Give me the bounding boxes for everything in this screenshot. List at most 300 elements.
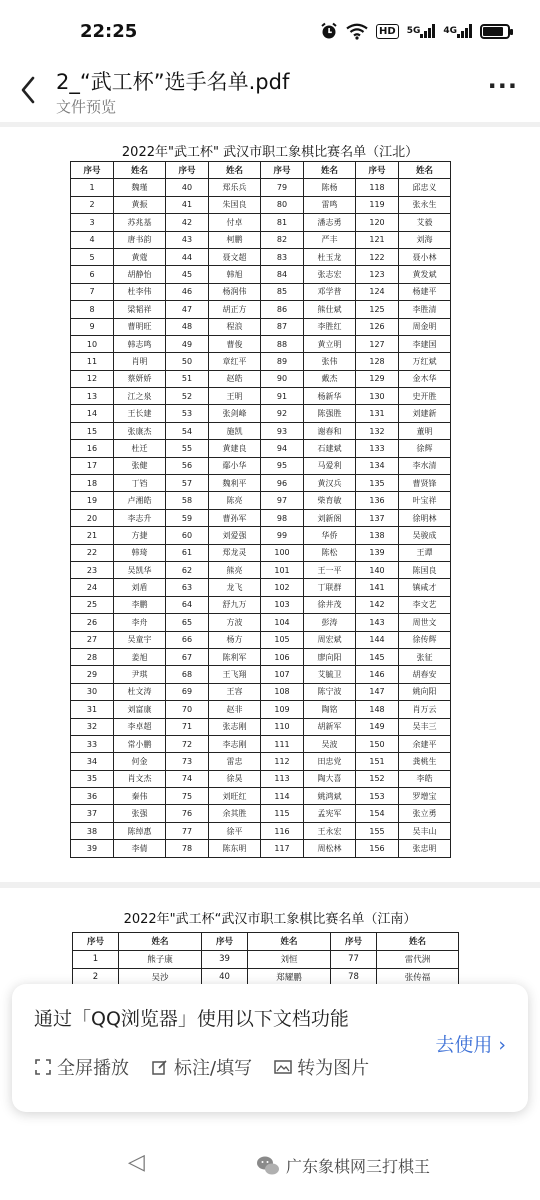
jiangbei-name-cell: 田忠党	[304, 753, 356, 770]
jiangbei-name-cell: 曹孙军	[209, 509, 261, 526]
jiangbei-number-cell: 87	[261, 318, 304, 335]
jiangbei-number-cell: 127	[356, 335, 399, 352]
jiangbei-row	[71, 735, 451, 752]
jiangbei-number-cell: 114	[261, 788, 304, 805]
jiangbei-name-cell: 熊仕斌	[304, 301, 356, 318]
jiangbei-number-cell: 33	[71, 735, 114, 752]
jiangbei-name-cell: 张立勇	[399, 805, 451, 822]
jiangbei-name-cell: 刘爱强	[209, 527, 261, 544]
jiangbei-number-cell: 118	[356, 179, 399, 196]
feature-to-image-label: 转为图片	[297, 1058, 370, 1079]
jiangbei-number-cell: 119	[356, 196, 399, 213]
jiangbei-name-cell: 肖万云	[399, 701, 451, 718]
jiangbei-name-cell: 张志宏	[304, 266, 356, 283]
back-button[interactable]	[14, 72, 42, 108]
jiangbei-name-cell: 邓学普	[304, 283, 356, 300]
jiangnan-header-cell: 序号	[331, 933, 377, 951]
jiangbei-row	[71, 266, 451, 283]
document-title: 2_“武工杯”选手名单.pdf	[56, 70, 290, 94]
jiangbei-name-cell: 李舟	[114, 614, 166, 631]
jiangbei-name-cell: 徐昊	[209, 770, 261, 787]
jiangbei-row	[71, 840, 451, 857]
jiangbei-name-cell: 柴育敏	[304, 492, 356, 509]
jiangbei-name-cell: 丁铛	[114, 475, 166, 492]
jiangbei-name-cell: 张永生	[399, 196, 451, 213]
jiangbei-row	[71, 214, 451, 231]
jiangbei-name-cell: 陈利军	[209, 648, 261, 665]
jiangbei-number-cell: 102	[261, 579, 304, 596]
back-arrow-icon	[20, 76, 36, 104]
jiangbei-name-cell: 潘志勇	[304, 214, 356, 231]
jiangbei-number-cell: 147	[356, 683, 399, 700]
jiangbei-number-cell: 28	[71, 648, 114, 665]
jiangbei-row	[71, 718, 451, 735]
jiangbei-number-cell: 67	[166, 648, 209, 665]
jiangbei-name-cell: 刘海	[399, 231, 451, 248]
jiangbei-name-cell: 张忠明	[399, 840, 451, 857]
jiangbei-number-cell: 121	[356, 231, 399, 248]
jiangbei-name-cell: 李皓	[399, 770, 451, 787]
jiangbei-number-cell: 40	[166, 179, 209, 196]
jiangbei-header-cell: 序号	[356, 162, 399, 179]
jiangbei-name-cell: 严丰	[304, 231, 356, 248]
jiangbei-row	[71, 335, 451, 352]
jiangbei-name-cell: 肖明	[114, 353, 166, 370]
jiangbei-name-cell: 吴波	[304, 735, 356, 752]
feature-fullscreen[interactable]	[34, 1054, 129, 1080]
wifi-icon	[346, 23, 368, 40]
jiangbei-number-cell: 63	[166, 579, 209, 596]
jiangbei-number-cell: 66	[166, 631, 209, 648]
jiangbei-number-cell: 142	[356, 596, 399, 613]
jiangbei-number-cell: 38	[71, 822, 114, 839]
jiangbei-name-cell: 胡春安	[399, 666, 451, 683]
jiangbei-number-cell: 54	[166, 422, 209, 439]
jiangbei-number-cell: 79	[261, 179, 304, 196]
jiangbei-number-cell: 9	[71, 318, 114, 335]
jiangbei-row	[71, 579, 451, 596]
jiangbei-name-cell: 龚桃生	[399, 753, 451, 770]
jiangbei-number-cell: 106	[261, 648, 304, 665]
status-time: 22:25	[80, 20, 138, 42]
jiangbei-number-cell: 80	[261, 196, 304, 213]
jiangbei-number-cell: 29	[71, 666, 114, 683]
jiangbei-name-cell: 李胜清	[399, 301, 451, 318]
jiangbei-number-cell: 88	[261, 335, 304, 352]
status-bar	[0, 0, 540, 62]
jiangbei-row	[71, 701, 451, 718]
jiangbei-name-cell: 刘盾	[114, 579, 166, 596]
promo-use-button[interactable]: 去使用 ›	[435, 1034, 506, 1056]
jiangbei-name-cell: 彭涛	[304, 614, 356, 631]
jiangbei-name-cell: 聂文超	[209, 248, 261, 265]
jiangbei-number-cell: 133	[356, 440, 399, 457]
jiangbei-name-cell: 罗增宝	[399, 788, 451, 805]
jiangbei-name-cell: 李志升	[114, 509, 166, 526]
jiangbei-row	[71, 683, 451, 700]
jiangbei-row	[71, 561, 451, 578]
jiangbei-name-cell: 熊亮	[209, 561, 261, 578]
jiangbei-number-cell: 47	[166, 301, 209, 318]
jiangbei-name-cell: 徐传辉	[399, 631, 451, 648]
jiangbei-name-cell: 常小鹏	[114, 735, 166, 752]
jiangbei-name-cell: 李卓超	[114, 718, 166, 735]
jiangbei-row	[71, 301, 451, 318]
jiangbei-name-cell: 王飞翔	[209, 666, 261, 683]
jiangbei-number-cell: 76	[166, 805, 209, 822]
edit-icon	[151, 1058, 169, 1076]
jiangbei-number-cell: 22	[71, 544, 114, 561]
jiangbei-name-cell: 陈亮	[209, 492, 261, 509]
jiangbei-number-cell: 10	[71, 335, 114, 352]
more-options-button[interactable]: ···	[487, 72, 518, 100]
nav-back-button[interactable]: ◁	[128, 1150, 145, 1175]
jiangbei-name-cell: 肖文杰	[114, 770, 166, 787]
jiangbei-number-cell: 57	[166, 475, 209, 492]
hd-icon: HD	[376, 24, 399, 39]
jiangbei-name-cell: 廖向阳	[304, 648, 356, 665]
jiangbei-header-cell: 姓名	[114, 162, 166, 179]
jiangbei-number-cell: 99	[261, 527, 304, 544]
jiangnan-number-cell: 78	[331, 968, 377, 986]
wechat-logo-icon	[256, 1155, 280, 1177]
alarm-icon	[320, 22, 338, 40]
jiangbei-name-cell: 赵皓	[209, 370, 261, 387]
feature-to-image[interactable]	[274, 1054, 369, 1080]
jiangbei-number-cell: 97	[261, 492, 304, 509]
jiangbei-number-cell: 130	[356, 388, 399, 405]
jiangbei-name-cell: 胡静怡	[114, 266, 166, 283]
jiangbei-name-cell: 王容	[209, 683, 261, 700]
jiangbei-number-cell: 94	[261, 440, 304, 457]
jiangbei-row	[71, 509, 451, 526]
jiangbei-name-cell: 张伟	[304, 353, 356, 370]
jiangbei-number-cell: 140	[356, 561, 399, 578]
feature-annotate[interactable]	[151, 1054, 252, 1080]
page1-table-title: 2022年"武工杯" 武汉市职工象棋比赛名单（江北）	[121, 145, 419, 160]
jiangbei-name-cell: 龙飞	[209, 579, 261, 596]
jiangbei-name-cell: 杜文涛	[114, 683, 166, 700]
jiangbei-name-cell: 徐井茂	[304, 596, 356, 613]
jiangbei-name-cell: 梁韬祥	[114, 301, 166, 318]
jiangbei-row	[71, 196, 451, 213]
jiangbei-number-cell: 124	[356, 283, 399, 300]
watermark-text: 广东象棋网三打棋王	[286, 1157, 431, 1176]
jiangbei-row	[71, 405, 451, 422]
jiangnan-name-cell: 熊子康	[119, 950, 202, 968]
jiangbei-number-cell: 104	[261, 614, 304, 631]
jiangbei-number-cell: 81	[261, 214, 304, 231]
jiangbei-name-cell: 李胜红	[304, 318, 356, 335]
jiangbei-name-cell: 吴丰山	[399, 822, 451, 839]
jiangbei-number-cell: 101	[261, 561, 304, 578]
document-viewer[interactable]	[0, 122, 540, 1132]
signal-4g-icon	[443, 24, 472, 38]
jiangbei-name-cell: 程浪	[209, 318, 261, 335]
jiangbei-number-cell: 86	[261, 301, 304, 318]
jiangbei-name-cell: 丁联群	[304, 579, 356, 596]
jiangbei-number-cell: 111	[261, 735, 304, 752]
jiangbei-name-cell: 姚鸿斌	[304, 788, 356, 805]
jiangbei-name-cell: 魏瑾	[114, 179, 166, 196]
jiangnan-name-cell: 张传福	[377, 968, 459, 986]
jiangbei-name-cell: 苏兆基	[114, 214, 166, 231]
jiangbei-number-cell: 64	[166, 596, 209, 613]
jiangbei-number-cell: 8	[71, 301, 114, 318]
jiangbei-name-cell: 张康杰	[114, 422, 166, 439]
jiangbei-number-cell: 103	[261, 596, 304, 613]
jiangbei-number-cell: 49	[166, 335, 209, 352]
jiangbei-name-cell: 徐明林	[399, 509, 451, 526]
jiangbei-name-cell: 陈国良	[399, 561, 451, 578]
jiangbei-number-cell: 15	[71, 422, 114, 439]
jiangbei-row	[71, 283, 451, 300]
signal-5g-label: 5G	[406, 25, 421, 36]
jiangbei-name-cell: 陈强胜	[304, 405, 356, 422]
jiangbei-name-cell: 张强	[114, 805, 166, 822]
jiangbei-name-cell: 徐平	[209, 822, 261, 839]
pdf-page-1	[0, 127, 540, 882]
jiangbei-number-cell: 151	[356, 753, 399, 770]
jiangbei-name-cell: 雷鸣	[304, 196, 356, 213]
jiangbei-number-cell: 19	[71, 492, 114, 509]
jiangbei-name-cell: 何金	[114, 753, 166, 770]
jiangnan-header-cell: 姓名	[377, 933, 459, 951]
jiangnan-header-cell: 序号	[73, 933, 119, 951]
jiangbei-number-cell: 44	[166, 248, 209, 265]
jiangbei-row	[71, 370, 451, 387]
jiangnan-row	[73, 950, 459, 968]
jiangbei-row	[71, 179, 451, 196]
jiangbei-number-cell: 120	[356, 214, 399, 231]
jiangbei-name-cell: 董明	[399, 422, 451, 439]
jiangbei-number-cell: 93	[261, 422, 304, 439]
jiangbei-number-cell: 107	[261, 666, 304, 683]
jiangbei-name-cell: 杨新华	[304, 388, 356, 405]
jiangbei-number-cell: 122	[356, 248, 399, 265]
jiangbei-number-cell: 112	[261, 753, 304, 770]
jiangbei-number-cell: 70	[166, 701, 209, 718]
jiangbei-number-cell: 52	[166, 388, 209, 405]
jiangbei-name-cell: 杜玉龙	[304, 248, 356, 265]
jiangbei-number-cell: 89	[261, 353, 304, 370]
jiangbei-number-cell: 123	[356, 266, 399, 283]
jiangbei-number-cell: 53	[166, 405, 209, 422]
feature-annotate-label: 标注/填写	[174, 1058, 253, 1079]
jiangbei-number-cell: 24	[71, 579, 114, 596]
jiangbei-name-cell: 周金明	[399, 318, 451, 335]
jiangbei-number-cell: 109	[261, 701, 304, 718]
jiangbei-number-cell: 65	[166, 614, 209, 631]
jiangbei-name-cell: 舒九万	[209, 596, 261, 613]
jiangbei-name-cell: 陈杨	[304, 179, 356, 196]
jiangbei-name-cell: 刘富康	[114, 701, 166, 718]
jiangbei-name-cell: 黄蔻	[114, 248, 166, 265]
jiangbei-name-cell: 石建斌	[304, 440, 356, 457]
jiangbei-number-cell: 78	[166, 840, 209, 857]
jiangbei-number-cell: 25	[71, 596, 114, 613]
jiangbei-name-cell: 徐辉	[399, 440, 451, 457]
signal-4g-label: 4G	[443, 25, 457, 36]
jiangbei-number-cell: 128	[356, 353, 399, 370]
jiangbei-number-cell: 126	[356, 318, 399, 335]
jiangbei-name-cell: 王一平	[304, 561, 356, 578]
jiangbei-number-cell: 75	[166, 788, 209, 805]
jiangbei-number-cell: 138	[356, 527, 399, 544]
jiangbei-name-cell: 杨润伟	[209, 283, 261, 300]
jiangbei-name-cell: 方捷	[114, 527, 166, 544]
jiangbei-number-cell: 96	[261, 475, 304, 492]
jiangbei-name-cell: 王谭	[399, 544, 451, 561]
jiangnan-header-cell: 姓名	[248, 933, 331, 951]
jiangbei-row	[71, 544, 451, 561]
battery-level	[483, 27, 503, 36]
jiangbei-number-cell: 48	[166, 318, 209, 335]
jiangbei-row	[71, 822, 451, 839]
jiangbei-header-cell: 序号	[261, 162, 304, 179]
jiangbei-name-cell: 刘建新	[399, 405, 451, 422]
jiangbei-number-cell: 154	[356, 805, 399, 822]
jiangbei-name-cell: 邱忠义	[399, 179, 451, 196]
roster-table-jiangbei	[70, 161, 451, 858]
jiangbei-number-cell: 92	[261, 405, 304, 422]
jiangbei-number-cell: 72	[166, 735, 209, 752]
jiangbei-row	[71, 666, 451, 683]
jiangbei-number-cell: 150	[356, 735, 399, 752]
jiangbei-name-cell: 吴童宇	[114, 631, 166, 648]
jiangbei-number-cell: 74	[166, 770, 209, 787]
jiangbei-number-cell: 71	[166, 718, 209, 735]
jiangbei-number-cell: 83	[261, 248, 304, 265]
jiangbei-name-cell: 胡正方	[209, 301, 261, 318]
promo-features	[34, 1054, 369, 1080]
jiangbei-name-cell: 曹明旺	[114, 318, 166, 335]
jiangbei-number-cell: 132	[356, 422, 399, 439]
jiangbei-number-cell: 32	[71, 718, 114, 735]
jiangbei-number-cell: 156	[356, 840, 399, 857]
jiangbei-number-cell: 7	[71, 283, 114, 300]
page2-table-title: 2022年"武工杯“武汉市职工象棋比赛名单（江南）	[123, 912, 417, 927]
jiangbei-name-cell: 张健	[114, 457, 166, 474]
jiangbei-number-cell: 12	[71, 370, 114, 387]
jiangbei-name-cell: 方波	[209, 614, 261, 631]
jiangbei-name-cell: 陶大喜	[304, 770, 356, 787]
jiangbei-name-cell: 李倩	[114, 840, 166, 857]
jiangbei-name-cell: 曹贤锋	[399, 475, 451, 492]
jiangbei-row	[71, 770, 451, 787]
jiangbei-number-cell: 46	[166, 283, 209, 300]
jiangnan-name-cell: 郑耀鹏	[248, 968, 331, 986]
jiangbei-row	[71, 596, 451, 613]
jiangbei-number-cell: 2	[71, 196, 114, 213]
jiangbei-name-cell: 施凯	[209, 422, 261, 439]
jiangbei-number-cell: 17	[71, 457, 114, 474]
qq-browser-promo-card[interactable]	[12, 984, 528, 1112]
jiangbei-name-cell: 陈绰惠	[114, 822, 166, 839]
jiangbei-name-cell: 韩旭	[209, 266, 261, 283]
jiangbei-number-cell: 153	[356, 788, 399, 805]
jiangbei-name-cell: 韩琦	[114, 544, 166, 561]
jiangbei-number-cell: 45	[166, 266, 209, 283]
jiangbei-name-cell: 镇咸才	[399, 579, 451, 596]
jiangbei-number-cell: 4	[71, 231, 114, 248]
jiangbei-number-cell: 98	[261, 509, 304, 526]
jiangbei-row	[71, 353, 451, 370]
status-icons	[320, 22, 510, 40]
jiangbei-number-cell: 23	[71, 561, 114, 578]
jiangbei-number-cell: 155	[356, 822, 399, 839]
jiangbei-name-cell: 周世文	[399, 614, 451, 631]
document-subtitle: 文件预览	[56, 98, 117, 116]
jiangbei-number-cell: 27	[71, 631, 114, 648]
jiangbei-row	[71, 805, 451, 822]
jiangbei-header-cell: 姓名	[399, 162, 451, 179]
jiangbei-number-cell: 42	[166, 214, 209, 231]
jiangbei-name-cell: 余建平	[399, 735, 451, 752]
jiangbei-number-cell: 129	[356, 370, 399, 387]
jiangbei-number-cell: 131	[356, 405, 399, 422]
battery-icon	[480, 24, 510, 39]
jiangbei-number-cell: 82	[261, 231, 304, 248]
jiangbei-number-cell: 134	[356, 457, 399, 474]
jiangbei-name-cell: 郑乐兵	[209, 179, 261, 196]
jiangbei-number-cell: 21	[71, 527, 114, 544]
jiangbei-row	[71, 614, 451, 631]
watermark	[256, 1154, 430, 1177]
jiangbei-name-cell: 华侨	[304, 527, 356, 544]
jiangbei-name-cell: 余其胜	[209, 805, 261, 822]
jiangbei-number-cell: 5	[71, 248, 114, 265]
jiangbei-name-cell: 马爱利	[304, 457, 356, 474]
jiangbei-number-cell: 68	[166, 666, 209, 683]
jiangbei-name-cell: 杜李伟	[114, 283, 166, 300]
jiangbei-row	[71, 475, 451, 492]
fullscreen-icon	[34, 1058, 52, 1076]
promo-text: 通过「QQ浏览器」使用以下文档功能	[34, 1008, 349, 1030]
jiangbei-number-cell: 146	[356, 666, 399, 683]
jiangbei-name-cell: 姚向阳	[399, 683, 451, 700]
jiangnan-header-cell: 序号	[202, 933, 248, 951]
jiangbei-name-cell: 姜旭	[114, 648, 166, 665]
jiangnan-number-cell: 2	[73, 968, 119, 986]
jiangbei-name-cell: 聂小林	[399, 248, 451, 265]
signal-5g-icon	[407, 24, 436, 38]
jiangbei-name-cell: 吴丰三	[399, 718, 451, 735]
jiangbei-name-cell: 刘新阁	[304, 509, 356, 526]
jiangbei-name-cell: 鄢小华	[209, 457, 261, 474]
jiangbei-number-cell: 61	[166, 544, 209, 561]
jiangbei-row	[71, 318, 451, 335]
jiangbei-number-cell: 56	[166, 457, 209, 474]
jiangnan-name-cell: 吴沙	[119, 968, 202, 986]
jiangbei-row	[71, 492, 451, 509]
jiangbei-number-cell: 43	[166, 231, 209, 248]
jiangbei-number-cell: 36	[71, 788, 114, 805]
jiangbei-number-cell: 143	[356, 614, 399, 631]
jiangbei-number-cell: 100	[261, 544, 304, 561]
jiangbei-row	[71, 753, 451, 770]
jiangbei-name-cell: 章红平	[209, 353, 261, 370]
jiangbei-number-cell: 139	[356, 544, 399, 561]
jiangnan-header-cell: 姓名	[119, 933, 202, 951]
jiangbei-number-cell: 90	[261, 370, 304, 387]
jiangbei-row	[71, 388, 451, 405]
jiangbei-name-cell: 李建国	[399, 335, 451, 352]
jiangbei-name-cell: 李鹏	[114, 596, 166, 613]
jiangbei-name-cell: 韩志鸣	[114, 335, 166, 352]
jiangbei-name-cell: 唐书韵	[114, 231, 166, 248]
jiangbei-name-cell: 周松林	[304, 840, 356, 857]
